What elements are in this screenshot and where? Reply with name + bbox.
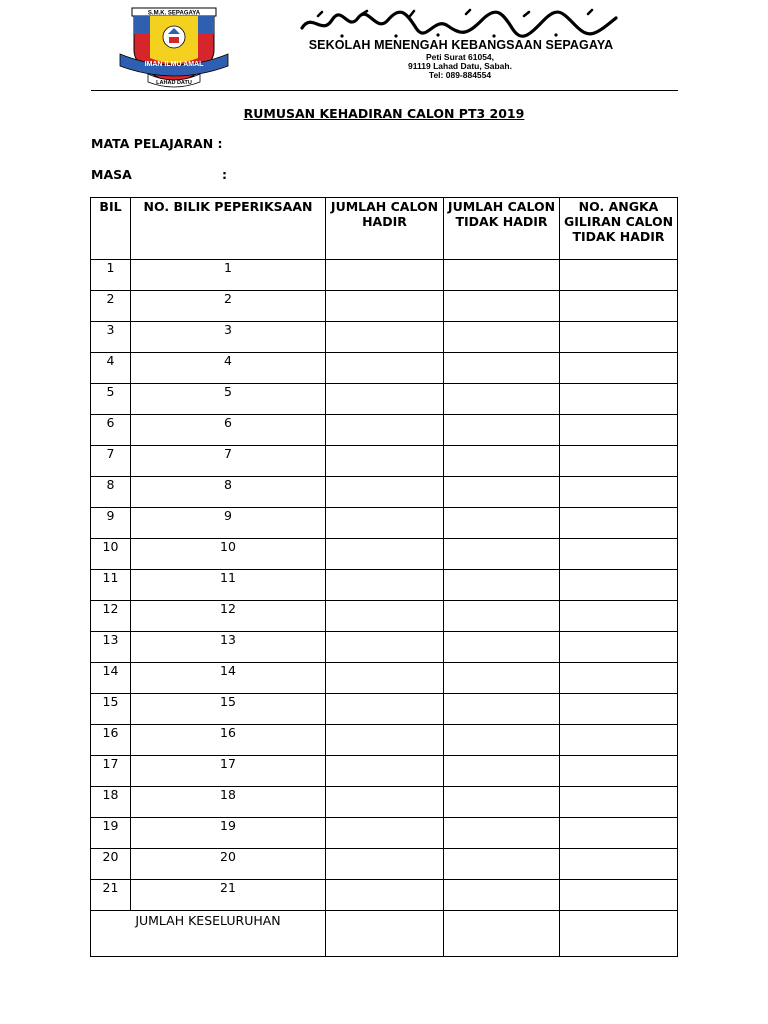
table-row (91, 322, 678, 353)
row-present-count-cell[interactable] (326, 353, 444, 384)
row-absent-count-cell[interactable] (444, 787, 560, 818)
row-absent-index-cell[interactable] (560, 880, 678, 911)
row-absent-count-cell[interactable] (444, 756, 560, 787)
row-bil-cell: 19 (91, 818, 131, 849)
table-row (91, 446, 678, 477)
row-room-number-cell: 9 (131, 508, 326, 539)
header-bil: BIL (91, 198, 131, 260)
row-bil-cell: 18 (91, 787, 131, 818)
row-absent-count-cell[interactable] (444, 384, 560, 415)
row-room-number-cell: 4 (131, 353, 326, 384)
row-absent-count-cell[interactable] (444, 880, 560, 911)
row-room-number-cell: 10 (131, 539, 326, 570)
row-absent-count-cell[interactable] (444, 291, 560, 322)
table-row (91, 694, 678, 725)
row-absent-index-cell[interactable] (560, 570, 678, 601)
row-absent-index-cell[interactable] (560, 415, 678, 446)
row-absent-index-cell[interactable] (560, 849, 678, 880)
row-absent-count-cell[interactable] (444, 446, 560, 477)
row-present-count-cell[interactable] (326, 260, 444, 291)
row-absent-count-cell[interactable] (444, 849, 560, 880)
row-absent-index-cell[interactable] (560, 756, 678, 787)
table-row (91, 260, 678, 291)
table-row (91, 508, 678, 539)
row-bil-cell: 11 (91, 570, 131, 601)
row-room-number-cell: 5 (131, 384, 326, 415)
row-bil-cell: 13 (91, 632, 131, 663)
jawi-calligraphy-school-name (298, 8, 620, 38)
row-absent-count-cell[interactable] (444, 353, 560, 384)
row-present-count-cell[interactable] (326, 694, 444, 725)
table-row (91, 756, 678, 787)
row-room-number-cell: 20 (131, 849, 326, 880)
row-bil-cell: 2 (91, 291, 131, 322)
time-field-label: MASA (91, 167, 132, 182)
row-absent-count-cell[interactable] (444, 725, 560, 756)
row-present-count-cell[interactable] (326, 508, 444, 539)
row-bil-cell: 9 (91, 508, 131, 539)
crest-top-text: S.M.K. SEPAGAYA (147, 10, 201, 17)
row-present-count-cell[interactable] (326, 570, 444, 601)
row-present-count-cell[interactable] (326, 880, 444, 911)
table-row (91, 601, 678, 632)
row-bil-cell: 15 (91, 694, 131, 725)
table-row (91, 477, 678, 508)
row-absent-count-cell[interactable] (444, 632, 560, 663)
crest-banner-text: IMAN ILMU AMAL (144, 61, 204, 68)
row-absent-index-cell[interactable] (560, 291, 678, 322)
total-row (91, 911, 678, 957)
row-bil-cell: 12 (91, 601, 131, 632)
row-absent-index-cell[interactable] (560, 632, 678, 663)
row-absent-count-cell[interactable] (444, 415, 560, 446)
table-row (91, 818, 678, 849)
row-absent-index-cell[interactable] (560, 539, 678, 570)
table-row (91, 632, 678, 663)
row-room-number-cell: 19 (131, 818, 326, 849)
row-room-number-cell: 14 (131, 663, 326, 694)
row-room-number-cell: 15 (131, 694, 326, 725)
table-row (91, 539, 678, 570)
table-row (91, 353, 678, 384)
row-room-number-cell: 1 (131, 260, 326, 291)
row-present-count-cell[interactable] (326, 725, 444, 756)
row-absent-count-cell[interactable] (444, 322, 560, 353)
row-present-count-cell[interactable] (326, 601, 444, 632)
row-absent-index-cell[interactable] (560, 694, 678, 725)
address-line-po-box: Peti Surat 61054, (425, 52, 495, 62)
row-room-number-cell: 7 (131, 446, 326, 477)
row-bil-cell: 16 (91, 725, 131, 756)
row-room-number-cell: 18 (131, 787, 326, 818)
row-absent-count-cell[interactable] (444, 508, 560, 539)
row-present-count-cell[interactable] (326, 291, 444, 322)
row-absent-index-cell[interactable] (560, 446, 678, 477)
attendance-summary-table (90, 197, 678, 957)
row-room-number-cell: 6 (131, 415, 326, 446)
row-absent-index-cell[interactable] (560, 508, 678, 539)
total-absent-index-cell[interactable] (560, 911, 678, 957)
row-absent-count-cell[interactable] (444, 260, 560, 291)
row-absent-count-cell[interactable] (444, 570, 560, 601)
time-field-colon: : (222, 167, 227, 182)
row-room-number-cell: 16 (131, 725, 326, 756)
row-absent-index-cell[interactable] (560, 260, 678, 291)
document-title: RUMUSAN KEHADIRAN CALON PT3 2019 (243, 106, 525, 121)
subject-field-label: MATA PELAJARAN : (91, 136, 223, 151)
table-row (91, 725, 678, 756)
row-present-count-cell[interactable] (326, 663, 444, 694)
row-present-count-cell[interactable] (326, 849, 444, 880)
table-row (91, 663, 678, 694)
row-bil-cell: 4 (91, 353, 131, 384)
total-absent-cell[interactable] (444, 911, 560, 957)
address-line-city: 91119 Lahad Datu, Sabah. (408, 61, 512, 71)
row-absent-count-cell[interactable] (444, 477, 560, 508)
table-header-row (91, 198, 678, 260)
row-bil-cell: 3 (91, 322, 131, 353)
school-name: SEKOLAH MENENGAH KEBANGSAAN SEPAGAYA (308, 38, 614, 52)
table-row (91, 384, 678, 415)
crest-bottom-text: LAHAD DATU (156, 80, 192, 86)
row-absent-count-cell[interactable] (444, 818, 560, 849)
header-absent-count: JUMLAH CALON TIDAK HADIR (444, 198, 560, 260)
header-absent-index-numbers: NO. ANGKA GILIRAN CALON TIDAK HADIR (560, 198, 678, 260)
table-row (91, 570, 678, 601)
row-room-number-cell: 11 (131, 570, 326, 601)
row-present-count-cell[interactable] (326, 632, 444, 663)
row-absent-index-cell[interactable] (560, 787, 678, 818)
row-room-number-cell: 2 (131, 291, 326, 322)
header-room-number: NO. BILIK PEPERIKSAAN (131, 198, 326, 260)
school-crest-logo (118, 4, 230, 88)
row-present-count-cell[interactable] (326, 477, 444, 508)
row-bil-cell: 7 (91, 446, 131, 477)
row-present-count-cell[interactable] (326, 415, 444, 446)
row-absent-index-cell[interactable] (560, 384, 678, 415)
row-bil-cell: 8 (91, 477, 131, 508)
total-present-cell[interactable] (326, 911, 444, 957)
row-absent-index-cell[interactable] (560, 322, 678, 353)
table-row (91, 849, 678, 880)
address-line-phone: Tel: 089-884554 (428, 70, 492, 80)
row-bil-cell: 14 (91, 663, 131, 694)
row-bil-cell: 20 (91, 849, 131, 880)
row-bil-cell: 21 (91, 880, 131, 911)
row-absent-index-cell[interactable] (560, 663, 678, 694)
row-absent-count-cell[interactable] (444, 539, 560, 570)
row-bil-cell: 6 (91, 415, 131, 446)
table-row (91, 415, 678, 446)
row-room-number-cell: 8 (131, 477, 326, 508)
row-absent-index-cell[interactable] (560, 477, 678, 508)
row-bil-cell: 5 (91, 384, 131, 415)
header-present-count: JUMLAH CALON HADIR (326, 198, 444, 260)
row-present-count-cell[interactable] (326, 787, 444, 818)
row-absent-index-cell[interactable] (560, 818, 678, 849)
table-row (91, 787, 678, 818)
row-absent-count-cell[interactable] (444, 694, 560, 725)
row-room-number-cell: 21 (131, 880, 326, 911)
row-present-count-cell[interactable] (326, 322, 444, 353)
row-bil-cell: 10 (91, 539, 131, 570)
row-present-count-cell[interactable] (326, 539, 444, 570)
row-absent-index-cell[interactable] (560, 725, 678, 756)
row-present-count-cell[interactable] (326, 384, 444, 415)
row-bil-cell: 17 (91, 756, 131, 787)
row-present-count-cell[interactable] (326, 818, 444, 849)
row-room-number-cell: 17 (131, 756, 326, 787)
row-bil-cell: 1 (91, 260, 131, 291)
row-present-count-cell[interactable] (326, 446, 444, 477)
row-absent-count-cell[interactable] (444, 663, 560, 694)
letterhead-divider (91, 90, 678, 91)
row-absent-count-cell[interactable] (444, 601, 560, 632)
total-label: JUMLAH KESELURUHAN (91, 911, 326, 957)
row-present-count-cell[interactable] (326, 756, 444, 787)
row-room-number-cell: 13 (131, 632, 326, 663)
row-room-number-cell: 3 (131, 322, 326, 353)
row-room-number-cell: 12 (131, 601, 326, 632)
table-row (91, 880, 678, 911)
row-absent-index-cell[interactable] (560, 601, 678, 632)
row-absent-index-cell[interactable] (560, 353, 678, 384)
table-row (91, 291, 678, 322)
